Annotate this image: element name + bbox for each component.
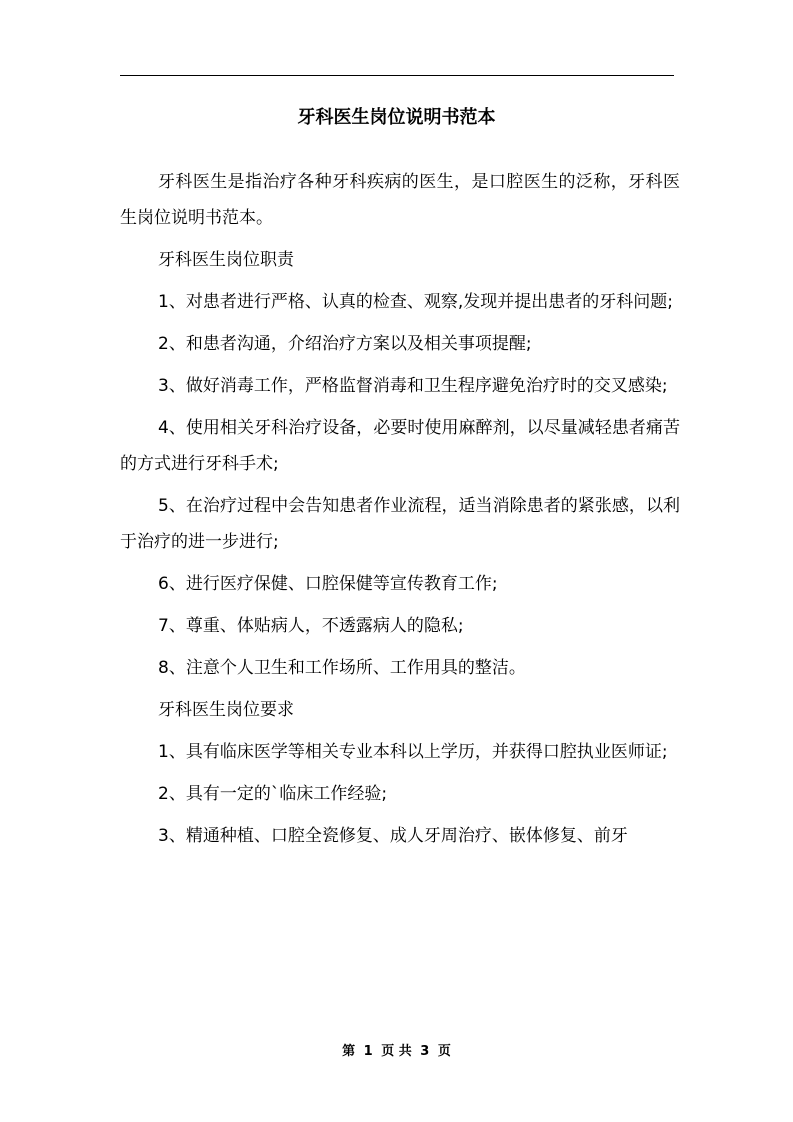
duty-item: 3、做好消毒工作，严格监督消毒和卫生程序避免治疗时的交叉感染; [158,376,668,396]
document-title: 牙科医生岗位说明书范本 [297,107,496,128]
total-page-count: 3 [420,1044,430,1059]
section-heading-requirements: 牙科医生岗位要求 [158,700,294,720]
duty-item: 5、在治疗过程中会告知患者作业流程，适当消除患者的紧张感，以利于治疗的进一步进行; [120,496,680,552]
section-heading-duties: 牙科医生岗位职责 [158,250,294,270]
paragraph-intro: 牙科医生是指治疗各种牙科疾病的医生，是口腔医生的泛称，牙科医生岗位说明书范本。 [120,172,680,228]
duty-item: 2、和患者沟通，介绍治疗方案以及相关事项提醒; [158,334,532,354]
requirement-item: 1、具有临床医学等相关专业本科以上学历，并获得口腔执业医师证; [158,742,668,762]
duty-item: 6、进行医疗保健、口腔保健等宣传教育工作; [158,574,498,594]
current-page-number: 1 [363,1044,373,1059]
duty-item: 4、使用相关牙科治疗设备，必要时使用麻醉剂，以尽量减轻患者痛苦的方式进行牙科手术; [120,418,680,474]
header-rule [120,75,674,76]
requirement-item: 3、精通种植、口腔全瓷修复、成人牙周治疗、嵌体修复、前牙 [158,826,628,846]
duty-item: 1、对患者进行严格、认真的检查、观察,发现并提出患者的牙科问题; [158,292,673,312]
page-footer [0,1042,793,1062]
requirement-item: 2、具有一定的`临床工作经验; [158,784,388,804]
page-label-mid: 页 共 [381,1044,412,1059]
page-label-suffix: 页 [437,1044,451,1059]
duty-item: 7、尊重、体贴病人，不透露病人的隐私; [158,616,464,636]
page-label-prefix: 第 [342,1044,356,1059]
document-body [120,164,680,860]
duty-item: 8、注意个人卫生和工作场所、工作用具的整洁。 [158,658,526,678]
